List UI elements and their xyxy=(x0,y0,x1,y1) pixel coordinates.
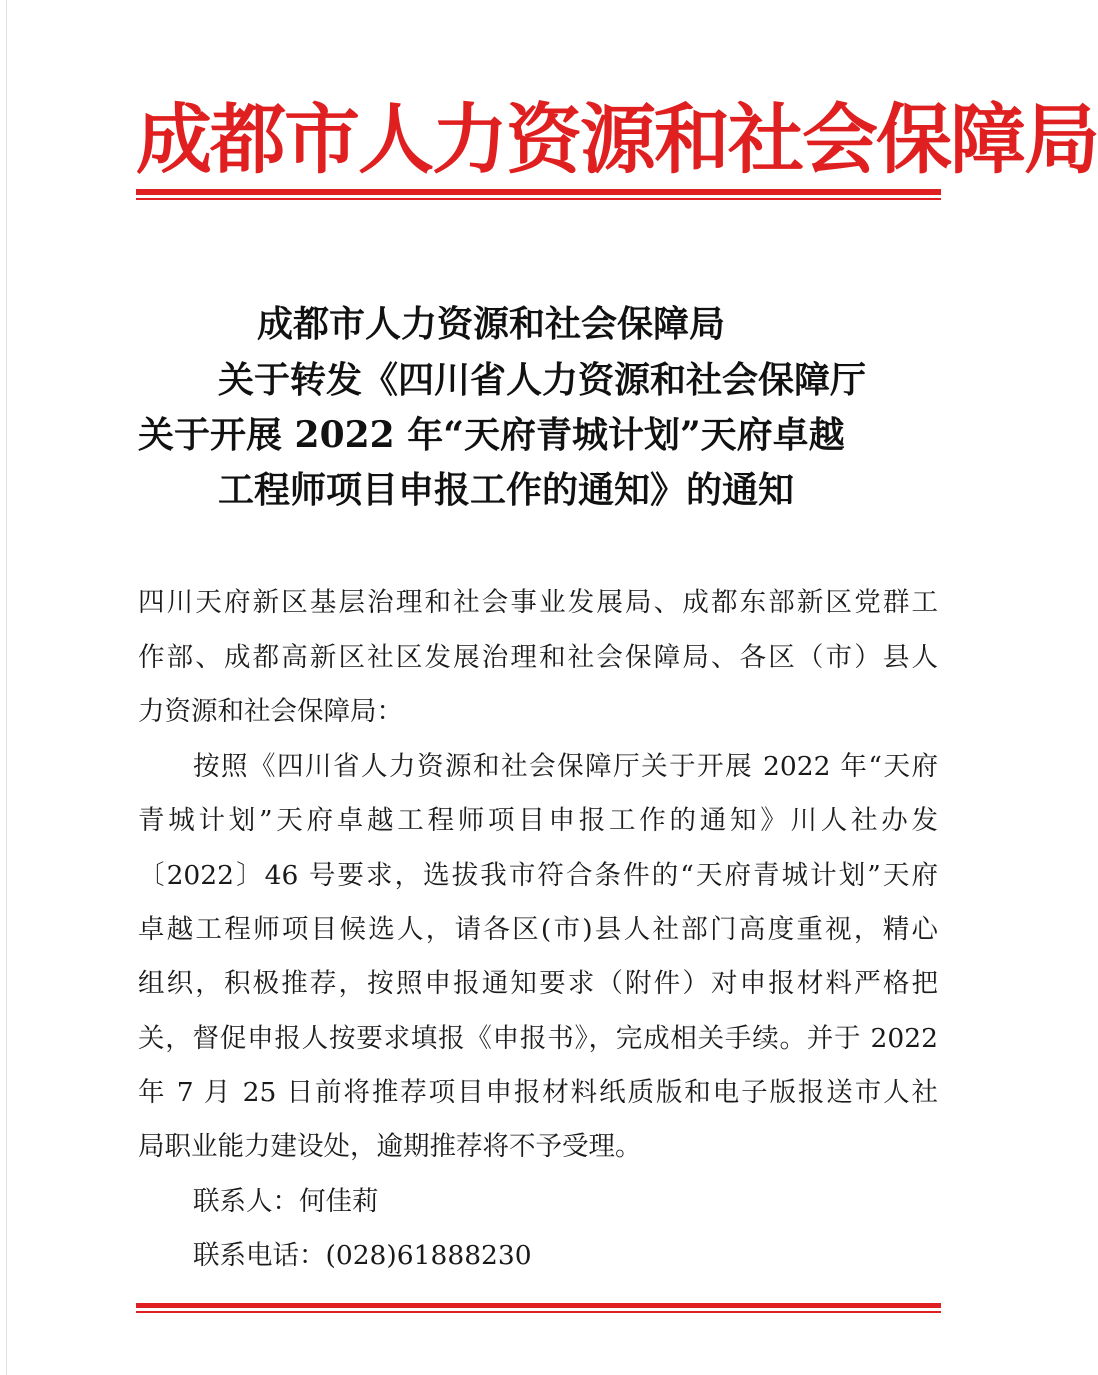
document-title-line-4: 工程师项目申报工作的通知》的通知 xyxy=(218,469,795,511)
body-paragraph-line-2: 青城计划”天府卓越工程师项目申报工作的通知》川人社办发 xyxy=(138,805,938,836)
footer-red-rule-thin xyxy=(136,1311,941,1313)
contact-phone: 联系电话：(028)61888230 xyxy=(193,1240,532,1271)
addressee-line-3: 力资源和社会保障局： xyxy=(138,696,403,727)
header-red-rule-thick xyxy=(136,189,941,195)
body-paragraph-line-8: 局职业能力建设处，逾期推荐将不予受理。 xyxy=(138,1131,642,1162)
document-title-line-3: 关于开展 2022 年“天府青城计划”天府卓越 xyxy=(138,414,845,456)
contact-person: 联系人：何佳莉 xyxy=(193,1186,379,1217)
document-title-line-2: 关于转发《四川省人力资源和社会保障厅 xyxy=(218,359,867,401)
body-paragraph-line-3: 〔2022〕46 号要求，选拔我市符合条件的“天府青城计划”天府 xyxy=(138,860,938,891)
body-paragraph-line-1: 按照《四川省人力资源和社会保障厅关于开展 2022 年“天府 xyxy=(193,751,938,782)
page-edge-line xyxy=(6,0,7,1375)
body-paragraph-line-6: 关，督促申报人按要求填报《申报书》，完成相关手续。并于 2022 xyxy=(138,1023,938,1054)
header-red-rule-thin xyxy=(136,198,941,200)
footer-red-rule-thick xyxy=(136,1303,941,1308)
addressee-line-2: 作部、成都高新区社区发展治理和社会保障局、各区（市）县人 xyxy=(138,642,938,673)
addressee-line-1: 四川天府新区基层治理和社会事业发展局、成都东部新区党群工 xyxy=(138,587,938,618)
document-title-line-1: 成都市人力资源和社会保障局 xyxy=(257,303,726,345)
body-paragraph-line-4: 卓越工程师项目候选人，请各区(市)县人社部门高度重视，精心 xyxy=(138,914,938,945)
body-paragraph-line-5: 组织，积极推荐，按照申报通知要求（附件）对申报材料严格把 xyxy=(138,968,938,999)
body-paragraph-line-7: 年 7 月 25 日前将推荐项目申报材料纸质版和电子版报送市人社 xyxy=(138,1077,938,1108)
agency-header-title: 成都市人力资源和社会保障局 xyxy=(136,95,1098,184)
